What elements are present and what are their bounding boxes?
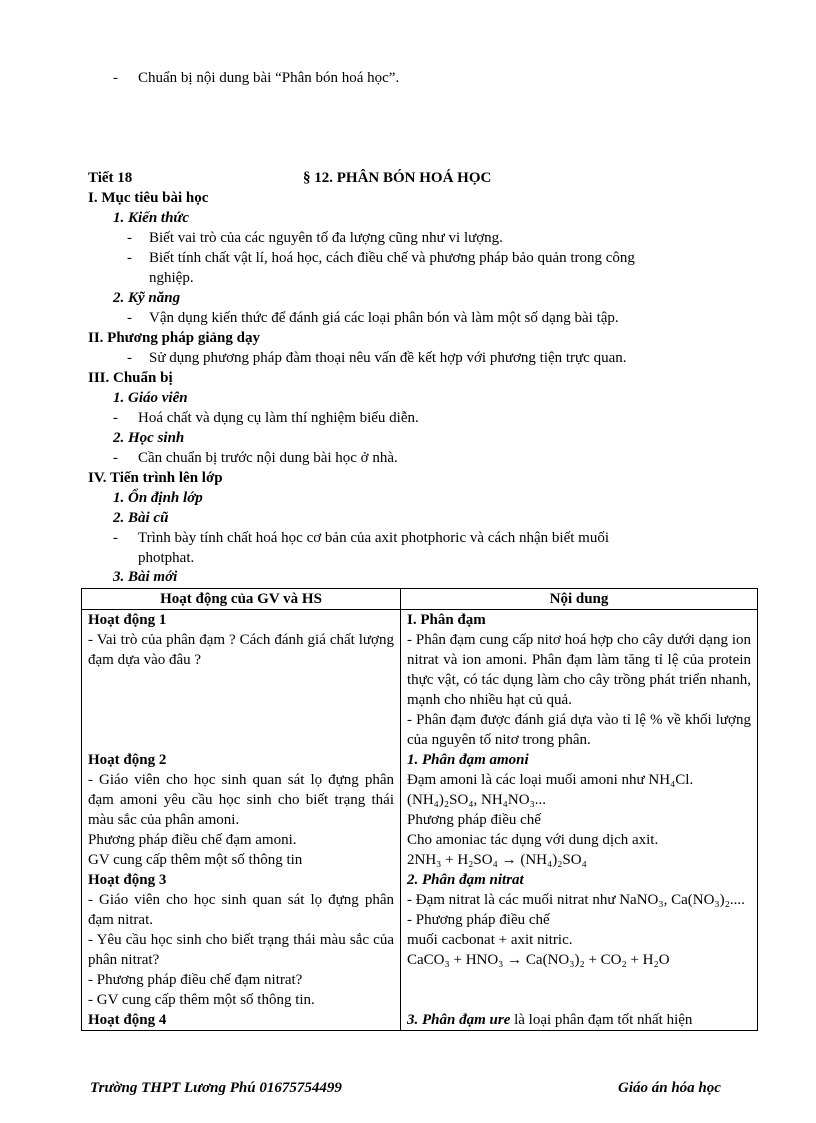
content-text bbox=[407, 1010, 751, 1030]
activity-cell bbox=[82, 870, 401, 1010]
activity-text: - Yêu cầu học sinh cho biết trạng thái màu sắc của phân nitrat? bbox=[88, 932, 394, 968]
bullet-text: Sử dụng phương pháp đàm thoại nêu vấn đề kết hợp với phương tiện trực quan. bbox=[149, 350, 627, 366]
activity-title: Hoạt động 2 bbox=[88, 752, 167, 768]
content-text: - Phương pháp điều chế bbox=[407, 912, 550, 928]
bullet-text: Vận dụng kiến thức để đánh giá các loại phân bón và làm một số dạng bài tập. bbox=[149, 310, 619, 326]
section-heading-2: II. Phương pháp giảng dạy bbox=[88, 330, 260, 346]
bullet-text: Biết tính chất vật lí, hoá học, cách điều chế và phương pháp bảo quản trong công bbox=[149, 250, 635, 266]
activity-text: - GV cung cấp thêm một số thông tin. bbox=[88, 992, 315, 1008]
content-title: 1. Phân đạm amoni bbox=[407, 752, 529, 768]
prev-item: Chuẩn bị nội dung bài “Phân bón hoá học”. bbox=[138, 70, 400, 86]
bullet-dash: - bbox=[113, 530, 118, 546]
content-text: Đạm amoni là các loại muối amoni như NH₄Cl. (NH₄)₂SO₄, NH₄NO₃... bbox=[407, 772, 694, 808]
activity-text: - Giáo viên cho học sinh quan sát lọ đựng phân đạm amoni yêu cầu học sinh cho biết trạng thái màu sắc của phân amoni. bbox=[88, 772, 394, 828]
section-heading-1: I. Mục tiêu bài học bbox=[88, 190, 209, 206]
bullet-text-cont: nghiệp. bbox=[149, 270, 194, 286]
header-activities: Hoạt động của GV và HS bbox=[82, 589, 401, 610]
content-text: Phương pháp điều chế bbox=[407, 812, 541, 828]
table-row bbox=[82, 1010, 758, 1031]
footer-doc-type: Giáo án hóa học bbox=[618, 1080, 721, 1096]
content-text: - Đạm nitrat là các muối nitrat như NaNO₃, Ca(NO₃)₂.... bbox=[407, 892, 745, 908]
content-title: 2. Phân đạm nitrat bbox=[407, 872, 524, 888]
activity-cell bbox=[82, 610, 401, 751]
activity-text: - Phương pháp điều chế đạm nitrat? bbox=[88, 972, 303, 988]
content-text-run: là loại phân đạm tốt nhất hiện bbox=[510, 1012, 693, 1028]
bullet-text: Biết vai trò của các nguyên tố đa lượng cũng như vi lượng. bbox=[149, 230, 503, 246]
subheading-ky-nang: 2. Kỹ năng bbox=[113, 290, 181, 306]
content-text: Cho amoniac tác dụng với dung dịch axit. bbox=[407, 832, 659, 848]
bullet-dash: - bbox=[127, 230, 132, 246]
spacer bbox=[407, 970, 751, 990]
bullet-dash: - bbox=[113, 70, 118, 86]
bullet-dash: - bbox=[127, 350, 132, 366]
activity-title: Hoạt động 1 bbox=[88, 612, 167, 628]
lesson-title: § 12. PHÂN BÓN HOÁ HỌC bbox=[303, 170, 492, 186]
content-text: - Phân đạm được đánh giá dựa vào tỉ lệ % về khối lượng của nguyên tố nitơ trong phân. bbox=[407, 712, 751, 748]
bullet-text: Hoá chất và dụng cụ làm thí nghiệm biểu diễn. bbox=[138, 410, 419, 426]
bullet-dash: - bbox=[113, 450, 118, 466]
content-title: 3. Phân đạm ure bbox=[407, 1012, 511, 1028]
subheading-giao-vien: 1. Giáo viên bbox=[113, 390, 188, 406]
table-header-row bbox=[82, 589, 758, 610]
lesson-number: Tiết 18 bbox=[88, 170, 133, 186]
bullet-dash: - bbox=[127, 310, 132, 326]
equation: 2NH₃ + H₂SO₄ → (NH₄)₂SO₄ bbox=[407, 852, 587, 868]
activity-title: Hoạt động 4 bbox=[88, 1012, 167, 1028]
content-title: I. Phân đạm bbox=[407, 612, 486, 628]
bullet-text-cont: photphat. bbox=[138, 550, 195, 566]
activity-title: Hoạt động 3 bbox=[88, 872, 167, 888]
activity-text: - Vai trò của phân đạm ? Cách đánh giá chất lượng đạm dựa vào đâu ? bbox=[88, 632, 394, 668]
table-row bbox=[82, 750, 758, 870]
content-cell bbox=[401, 1010, 758, 1031]
subheading-bai-moi: 3. Bài mới bbox=[113, 569, 178, 585]
content-cell bbox=[401, 750, 758, 870]
activity-text: Phương pháp điều chế đạm amoni. bbox=[88, 832, 297, 848]
table-row bbox=[82, 870, 758, 1010]
section-heading-3: III. Chuẩn bị bbox=[88, 370, 173, 386]
bullet-dash: - bbox=[127, 250, 132, 266]
subheading-kien-thuc: 1. Kiến thức bbox=[113, 210, 190, 226]
content-cell bbox=[401, 610, 758, 751]
lesson-table bbox=[81, 588, 758, 1031]
section-heading-4: IV. Tiến trình lên lớp bbox=[88, 470, 223, 486]
footer-school: Trường THPT Lương Phú 01675754499 bbox=[90, 1080, 342, 1096]
activity-cell bbox=[82, 750, 401, 870]
table-row bbox=[82, 610, 758, 751]
subheading-on-dinh-lop: 1. Ổn định lớp bbox=[113, 490, 203, 506]
header-content: Nội dung bbox=[401, 589, 758, 610]
activity-text: - Giáo viên cho học sinh quan sát lọ đựng phân đạm nitrat. bbox=[88, 892, 394, 928]
bullet-dash: - bbox=[113, 410, 118, 426]
subheading-hoc-sinh: 2. Học sinh bbox=[113, 430, 185, 446]
content-cell bbox=[401, 870, 758, 1010]
equation: CaCO₃ + HNO₃ → Ca(NO₃)₂ + CO₂ + H₂O bbox=[407, 952, 670, 968]
activity-cell bbox=[82, 1010, 401, 1031]
content-text: - Phân đạm cung cấp nitơ hoá hợp cho cây dưới dạng ion nitrat và ion amoni. Phân đạm làm tăng tỉ lệ của protein thực vật, có tác dụng làm cho cây trồng phát triển nhanh, mạnh cho nhiều hạt củ quả. bbox=[407, 632, 751, 708]
bullet-text: Trình bày tính chất hoá học cơ bản của axit photphoric và cách nhận biết muối bbox=[138, 530, 609, 546]
content-text: muối cacbonat + axit nitric. bbox=[407, 932, 573, 948]
activity-text: GV cung cấp thêm một số thông tin bbox=[88, 852, 303, 868]
subheading-bai-cu: 2. Bài cũ bbox=[113, 510, 169, 526]
bullet-text: Cần chuẩn bị trước nội dung bài học ở nhà. bbox=[138, 450, 398, 466]
